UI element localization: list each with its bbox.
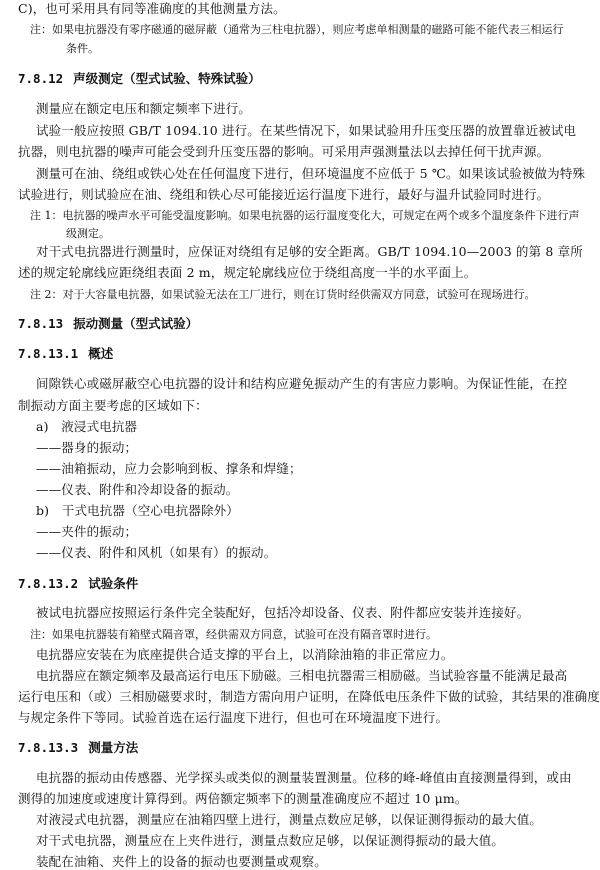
paragraph-line: 制振动方面主要考虑的区域如下：	[18, 398, 208, 413]
section-heading-7-8-13	[18, 316, 592, 332]
note-line: 条件。	[66, 42, 99, 55]
section-heading-7-8-12	[18, 71, 592, 87]
section-heading-7-8-13-3	[18, 740, 592, 756]
paragraph-line: 装配在油箱、夹件上的设备的振动也要测量或观察。	[36, 854, 327, 869]
paragraph-line: 对干式电抗器进行测量时，应保证对绕组有足够的安全距离。GB/T 1094.10—2003 的第 8 章所	[36, 244, 583, 259]
list-item: ——夹件的振动；	[36, 524, 138, 539]
note-line: 注 2：对于大容量电抗器，如果试验无法在工厂进行，则在订货时经供需双方同意，试验可在现场进行。	[30, 288, 536, 301]
section-number: 7.8.13	[18, 316, 64, 331]
section-title: 振动测量（型式试验）	[73, 316, 199, 331]
note-line: 注：如果电抗器没有零序磁通的磁屏蔽（通常为三柱电抗器），则应考虑单相测量的磁路可能不能代表三相运行	[30, 23, 564, 36]
paragraph-line: 试验一般应按照 GB/T 1094.10 进行。在某些情况下，如果试验用升压变压器的放置靠近被试电	[36, 123, 577, 138]
paragraph-line: 被试电抗器应按照运行条件完全装配好，包括冷却设备、仪表、附件都应安装并连接好。	[36, 605, 530, 620]
list-item: ——器身的振动；	[36, 440, 138, 455]
section-number: 7.8.13.2	[18, 576, 79, 591]
list-item: ——仪表、附件和风机（如果有）的振动。	[36, 545, 277, 560]
section-number: 7.8.13.1	[18, 346, 79, 361]
section-title: 测量方法	[88, 740, 139, 755]
section-number: 7.8.12	[18, 71, 64, 86]
paragraph-line: 抗器，则电抗器的噪声可能会受到升压变压器的影响。可采用声强测量法以去掉任何干扰声源。	[18, 144, 550, 159]
paragraph-line: 电抗器应安装在为底座提供合适支撑的平台上，以消除油箱的非正常应力。	[36, 647, 454, 662]
section-heading-7-8-13-1	[18, 346, 592, 362]
section-heading-7-8-13-2	[18, 576, 592, 592]
section-title: 试验条件	[88, 576, 139, 591]
list-item: ——仪表、附件和冷却设备的振动。	[36, 482, 239, 497]
note-line: 注 1：电抗器的噪声水平可能受温度影响。如果电抗器的运行温度变化大，可规定在两个或多个温度条件下进行声	[30, 209, 580, 222]
paragraph-line: 试验进行，则试验应在油、绕组和铁心尽可能接近运行温度下进行，最好与温升试验同时进行。	[18, 187, 550, 202]
paragraph-line: 电抗器应在额定频率及最高运行电压下励磁。三相电抗器需三相励磁。当试验容量不能满足最高	[36, 668, 568, 683]
paragraph-line: 运行电压和（或）三相励磁要求时，制造方需向用户证明，在降低电压条件下做的试验，其结果的准确度	[18, 689, 600, 704]
paragraph-line: 对液浸式电抗器，测量应在油箱四壁上进行，测量点数应足够，以保证测得振动的最大值。	[36, 812, 543, 827]
note-line: 级测定。	[66, 227, 110, 240]
paragraph-line: C)，也可采用具有同等准确度的其他测量方法。	[18, 1, 286, 16]
paragraph-line: 测量可在油、绕组或铁心处在任何温度下进行，但环境温度不应低于 5 ℃。如果该试验被做为特殊	[36, 166, 586, 181]
section-title: 声级测定（型式试验、特殊试验）	[73, 71, 261, 86]
section-number: 7.8.13.3	[18, 740, 79, 755]
paragraph-line: 电抗器的振动由传感器、光学探头或类似的测量装置测量。位移的峰-峰值由直接测量得到，或由	[36, 770, 572, 785]
section-title: 概述	[88, 346, 114, 361]
list-item: ——油箱振动，应力会影响到板、撑条和焊缝；	[36, 461, 302, 476]
paragraph-line: 对干式电抗器，测量应在上夹件进行，测量点数应足够，以保证测得振动的最大值。	[36, 833, 505, 848]
paragraph-line: 间隙铁心或磁屏蔽空心电抗器的设计和结构应避免振动产生的有害应力影响。为保证性能，在控	[36, 376, 568, 391]
paragraph-line: 测量应在额定电压和额定频率下进行。	[36, 101, 252, 116]
paragraph-line: 测得的加速度或速度计算得到。两倍额定频率下的测量准确度应不超过 10 μm。	[18, 791, 468, 806]
paragraph-line: 与规定条件下等同。试验首选在运行温度下进行，但也可在环境温度下进行。	[18, 710, 449, 725]
list-item: a) 液浸式电抗器	[36, 419, 138, 434]
paragraph-line: 述的规定轮廓线应距绕组表面 2 m，规定轮廓线应位于绕组高度一半的水平面上。	[18, 265, 477, 280]
note-line: 注：如果电抗器装有箱壁式隔音罩，经供需双方同意，试验可在没有隔音罩时进行。	[30, 628, 437, 641]
list-item: b) 干式电抗器（空心电抗器除外）	[36, 503, 239, 518]
